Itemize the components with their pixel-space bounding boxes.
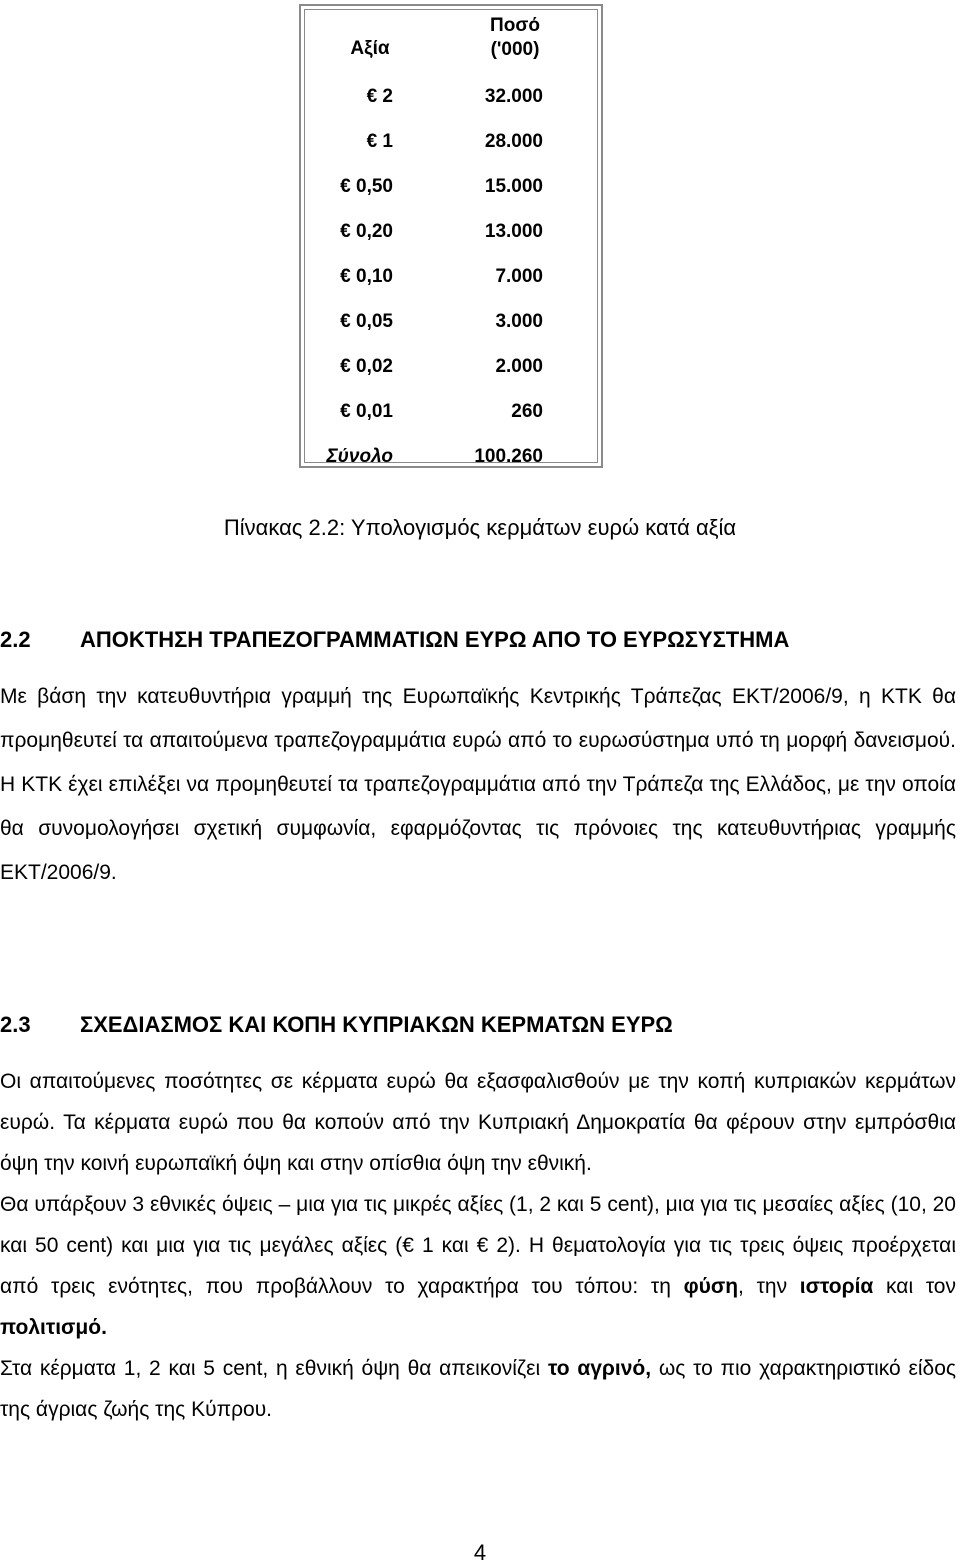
section-heading-2-2	[0, 627, 789, 653]
section-paragraph-2-3-c	[0, 1348, 956, 1430]
table-row	[305, 86, 595, 110]
paragraph-text: Στα κέρματα 1, 2 και 5 cent, η εθνική όψη θα απεικονίζει	[0, 1357, 548, 1380]
header-amount	[435, 14, 595, 62]
row-value: € 0,05	[340, 311, 393, 332]
row-amount: 3.000	[495, 311, 543, 332]
total-amount: 100.260	[474, 446, 543, 467]
table-row	[305, 266, 595, 290]
coin-table	[299, 4, 603, 468]
table-row	[305, 221, 595, 245]
row-amount: 28.000	[484, 131, 543, 152]
header-amount-line-1: Ποσό	[490, 15, 540, 36]
section-title: ΑΠΟΚΤΗΣΗ ΤΡΑΠΕΖΟΓΡΑΜΜΑΤΙΩΝ ΕΥΡΩ ΑΠΟ ΤΟ ΕΥΡΩΣΥΣΤΗΜΑ	[80, 627, 790, 652]
paragraph-text: και τον	[873, 1275, 956, 1298]
row-value: € 2	[366, 86, 393, 107]
section-title: ΣΧΕΔΙΑΣΜΟΣ ΚΑΙ ΚΟΠΗ ΚΥΠΡΙΑΚΩΝ ΚΕΡΜΑΤΩΝ ΕΥΡΩ	[80, 1012, 673, 1037]
header-value: Αξία	[350, 38, 390, 59]
row-amount: 7.000	[495, 266, 543, 287]
table-total-row	[305, 446, 595, 470]
table-row	[305, 311, 595, 335]
header-amount-line-2: ('000)	[490, 39, 540, 60]
row-value: € 0,10	[340, 266, 393, 287]
table-caption: Πίνακας 2.2: Υπολογισμός κερμάτων ευρώ κατά αξία	[223, 515, 737, 540]
row-value: € 0,01	[340, 401, 393, 422]
section-paragraph-2-2: Με βάση την κατευθυντήρια γραμμή της Ευρωπαϊκής Κεντρικής Τράπεζας ΕΚΤ/2006/9, η ΚΤΚ θα προμηθευτεί τα απαιτούμενα τραπεζογραμμάτια ευρώ από το ευρωσύστημα υπό τη μορφή δανεισμού. Η ΚΤΚ έχει επιλέξει να προμηθευτεί τα τραπεζογραμμάτια από την Τράπεζα της Ελλάδος, με την οποία θα συνομολογήσει σχετική συμφωνία, εφαρμόζοντας τις πρόνοιες της κατευθυντήριας γραμμής ΕΚΤ/2006/9.	[0, 685, 956, 884]
coin-table-inner	[304, 9, 598, 467]
table-row	[305, 176, 595, 200]
section-paragraph-2-3-b	[0, 1184, 956, 1348]
table-row	[305, 131, 595, 155]
bold-text-culture: πολιτισμό.	[0, 1316, 107, 1339]
section-number: 2.2	[0, 627, 31, 652]
bold-text-history: ιστορία	[799, 1275, 874, 1298]
section-heading-2-3	[0, 1012, 673, 1038]
row-value: € 1	[366, 131, 393, 152]
row-amount: 13.000	[484, 221, 543, 242]
section-paragraph-2-3-a: Οι απαιτούμενες ποσότητες σε κέρματα ευρώ θα εξασφαλισθούν με την κοπή κυπριακών κερμάτων ευρώ. Τα κέρματα ευρώ που θα κοπούν από την Κυπριακή Δημοκρατία θα φέρουν στην εμπρόσθια όψη την κοινή ευρωπαϊκή όψη και στην οπίσθια όψη την εθνική.	[0, 1070, 956, 1175]
section-number: 2.3	[0, 1012, 31, 1037]
paragraph-text: ως το πιο χαρακτηριστικό είδος της άγριας ζωής της Κύπρου.	[0, 1357, 956, 1421]
paragraph-text: Θα υπάρξουν 3 εθνικές όψεις – μια για τις μικρές αξίες (1, 2 και 5 cent), μια για τις μεσαίες αξίες (10, 20 και 50 cent) και μια για τις μεγάλες αξίες (€ 1 και € 2). Η θεματολογία για τις τρεις όψεις προέρχεται από τρεις ενότητες, που προβάλλουν το χαρακτήρα του τόπου: τη	[0, 1193, 956, 1298]
row-value: € 0,20	[340, 221, 393, 242]
table-row	[305, 401, 595, 425]
bold-text-agrino: το αγρινό,	[547, 1357, 652, 1380]
row-value: € 0,50	[340, 176, 393, 197]
row-amount: 32.000	[484, 86, 543, 107]
paragraph-text: , την	[738, 1275, 800, 1298]
row-amount: 260	[511, 401, 543, 422]
page-number: 4	[473, 1540, 487, 1565]
bold-text-nature: φύση	[683, 1275, 739, 1298]
table-row	[305, 356, 595, 380]
row-amount: 15.000	[484, 176, 543, 197]
row-amount: 2.000	[495, 356, 543, 377]
row-value: € 0,02	[340, 356, 393, 377]
total-label: Σύνολο	[326, 446, 393, 467]
